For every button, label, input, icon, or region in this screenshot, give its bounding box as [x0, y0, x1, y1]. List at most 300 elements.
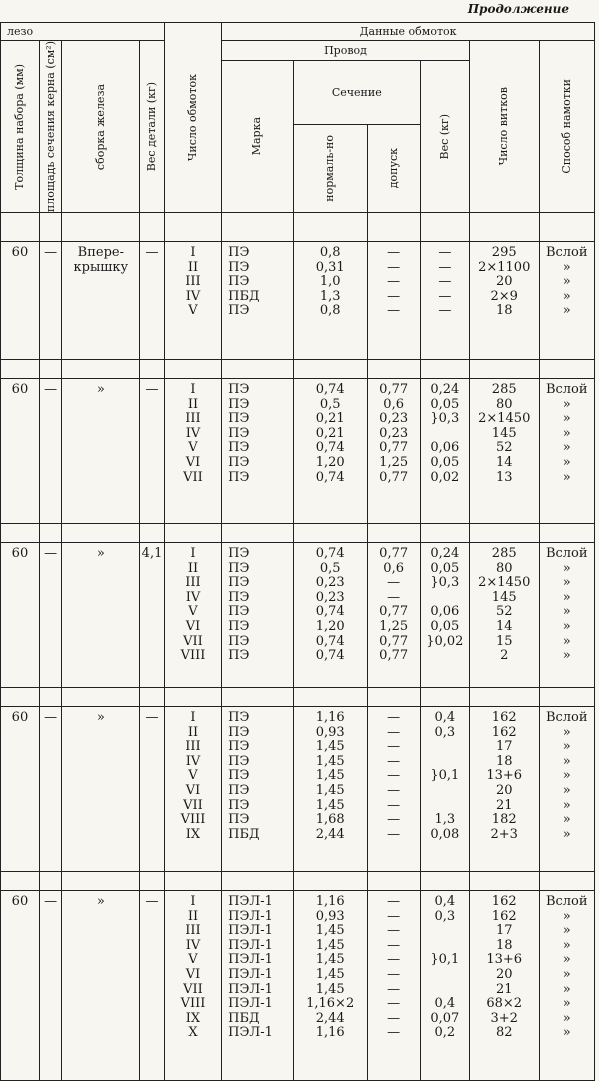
section-tolerance: — — [387, 826, 401, 842]
section-tolerance: — — [387, 274, 401, 290]
spacer-cell — [164, 688, 221, 707]
core-area-cell — [39, 891, 62, 1081]
spacer-cell — [222, 524, 294, 543]
section-nominal: 0,74 — [315, 648, 345, 664]
wire-brand: ПЭ — [228, 633, 250, 649]
turn-count-cell — [469, 242, 539, 360]
wire-weight-cell — [420, 379, 469, 524]
turn-count: 20 — [495, 967, 513, 983]
weight-part-cell-value: — — [145, 894, 159, 910]
wire-brand: ПЭ — [228, 469, 250, 485]
turn-count: 52 — [495, 440, 513, 456]
winding-method-cell — [539, 707, 594, 872]
winding-method: » — [562, 411, 571, 427]
tolerance-header: допуск — [367, 125, 420, 213]
section-nominal: 1,45 — [315, 923, 345, 939]
winding-method: » — [562, 826, 571, 842]
winding-number: VIII — [180, 812, 206, 828]
turn-count: 21 — [495, 981, 513, 997]
winding-method: » — [562, 783, 571, 799]
iron-header: лезо — [1, 23, 165, 41]
winding-method: » — [562, 560, 571, 576]
winding-method-cell — [539, 379, 594, 524]
spacer-cell — [222, 688, 294, 707]
winding-method: » — [562, 288, 571, 304]
wire-brand-cell — [222, 891, 294, 1081]
spacer-cell — [39, 688, 62, 707]
turn-count: 18 — [495, 937, 513, 953]
wire-weight-cell — [420, 891, 469, 1081]
winding-number-cell — [164, 707, 221, 872]
turn-count: 162 — [491, 908, 517, 924]
section-nominal-cell — [293, 379, 367, 524]
section-nominal-cell — [293, 707, 367, 872]
spacer-cell — [62, 524, 140, 543]
section-nominal-cell — [293, 543, 367, 688]
wire-brand: ПЭЛ-1 — [228, 996, 273, 1012]
section-tolerance-cell — [367, 242, 420, 360]
winding-number: IV — [185, 937, 201, 953]
thickness-cell — [1, 379, 40, 524]
winding-group-row — [1, 891, 595, 1081]
thickness-cell-value: 60 — [11, 894, 29, 910]
section-tolerance: 1,25 — [379, 619, 409, 635]
section-nominal: 0,8 — [319, 303, 341, 319]
wire-brand: ПБД — [228, 826, 260, 842]
brand-header: Марка — [222, 61, 294, 213]
section-tolerance: 0,77 — [379, 604, 409, 620]
section-tolerance: — — [387, 245, 401, 261]
assembly-cell — [62, 379, 140, 524]
turn-count: 82 — [495, 1025, 513, 1041]
wire-weight: 0,2 — [434, 1025, 456, 1041]
wire-weight — [421, 740, 469, 755]
spacer-cell — [420, 688, 469, 707]
assembly-cell-value: » — [96, 382, 105, 398]
weight-part-cell — [140, 379, 165, 524]
winding-method: » — [562, 768, 571, 784]
turn-count: 182 — [491, 812, 517, 828]
wire-weight: 0,24 — [430, 546, 460, 562]
wire-brand: ПЭЛ-1 — [228, 1025, 273, 1041]
thickness-header: Толщина набора (мм) — [1, 41, 40, 213]
section-nominal: 0,23 — [315, 575, 345, 591]
turn-count: 162 — [491, 894, 517, 910]
winding-number: IV — [185, 589, 201, 605]
turn-count: 13+6 — [486, 768, 523, 784]
section-tolerance: 0,23 — [379, 425, 409, 441]
section-tolerance: 0,77 — [379, 648, 409, 664]
wire-brand: ПЭ — [228, 440, 250, 456]
wire-weight: 0,05 — [430, 560, 460, 576]
section-nominal: 1,45 — [315, 753, 345, 769]
wire-brand-cell — [222, 707, 294, 872]
wire-brand: ПЭ — [228, 455, 250, 471]
assembly-cell-value: Впере-крышку — [73, 245, 129, 275]
turn-count: 21 — [495, 797, 513, 813]
wire-brand: ПЭ — [228, 259, 250, 275]
section-tolerance: 0,6 — [383, 560, 404, 576]
continuation-label: Продолжение — [467, 2, 569, 16]
wire-weight: 0,05 — [430, 455, 460, 471]
assembly-cell — [62, 543, 140, 688]
spacer-cell — [420, 360, 469, 379]
wire-weight: — — [438, 288, 452, 304]
winding-method: » — [562, 469, 571, 485]
turn-count: 2 — [500, 648, 509, 664]
winding-number-cell — [164, 891, 221, 1081]
turn-count: 3+2 — [490, 1010, 518, 1026]
section-nominal: 0,74 — [315, 633, 345, 649]
wire-weight: }0,02 — [426, 633, 464, 649]
wire-brand: ПЭ — [228, 768, 250, 784]
wire-weight: 0,02 — [430, 469, 460, 485]
section-nominal: 0,21 — [315, 425, 345, 441]
section-tolerance: — — [387, 981, 401, 997]
section-nominal: 0,5 — [319, 396, 341, 412]
turn-count: 2+3 — [490, 826, 518, 842]
turn-count: 2×1450 — [478, 575, 531, 591]
section-nominal-cell — [293, 891, 367, 1081]
winding-number: VI — [185, 455, 201, 471]
section-nominal: 0,31 — [315, 259, 345, 275]
section-tolerance: 0,77 — [379, 440, 409, 456]
section-tolerance-cell — [367, 891, 420, 1081]
section-tolerance: — — [387, 259, 401, 275]
core-area-cell — [39, 543, 62, 688]
spacer-cell — [539, 524, 594, 543]
assembly-cell-value: » — [96, 546, 105, 562]
section-tolerance: — — [387, 937, 401, 953]
winding-method: Вслой — [545, 546, 588, 562]
core-area-cell-value: — — [44, 245, 58, 261]
core-area-cell — [39, 379, 62, 524]
winding-number: II — [187, 560, 199, 576]
winding-method: » — [562, 952, 571, 968]
spacer-cell — [367, 360, 420, 379]
spacer-cell — [469, 213, 539, 242]
section-tolerance: — — [387, 724, 401, 740]
wire-brand-cell — [222, 379, 294, 524]
wire-weight: 0,07 — [430, 1010, 460, 1026]
spacer-cell — [293, 360, 367, 379]
winding-number: I — [190, 546, 196, 562]
winding-number: III — [185, 575, 201, 591]
spacer-cell — [420, 213, 469, 242]
wire-weight: 0,08 — [430, 826, 460, 842]
wire-weight-cell — [420, 543, 469, 688]
wire-brand: ПЭЛ-1 — [228, 937, 273, 953]
winding-number: I — [190, 710, 196, 726]
section-nominal: 1,45 — [315, 981, 345, 997]
wire-brand: ПЭ — [228, 812, 250, 828]
wire-brand: ПЭ — [228, 724, 250, 740]
section-nominal: 0,74 — [315, 469, 345, 485]
spacer-cell — [469, 524, 539, 543]
spacer-cell — [1, 213, 40, 242]
spacer-cell — [293, 213, 367, 242]
turn-count: 145 — [491, 589, 517, 605]
turn-count: 145 — [491, 425, 517, 441]
section-tolerance: — — [387, 303, 401, 319]
section-nominal: 1,20 — [315, 455, 345, 471]
winding-group-row — [1, 543, 595, 688]
section-tolerance: — — [387, 288, 401, 304]
section-nominal: 1,16 — [315, 710, 345, 726]
spacer-cell — [140, 213, 165, 242]
wire-brand: ПЭЛ-1 — [228, 967, 273, 983]
wire-weight: }0,1 — [430, 952, 460, 968]
turn-count: 20 — [495, 274, 513, 290]
wire-brand: ПЭ — [228, 648, 250, 664]
winding-table — [0, 22, 595, 1081]
nominal-header: нормаль-но — [293, 125, 367, 213]
turn-count: 17 — [495, 739, 513, 755]
section-tolerance: — — [387, 967, 401, 983]
winding-method: » — [562, 648, 571, 664]
thickness-cell-value: 60 — [11, 546, 29, 562]
wire-brand-cell — [222, 543, 294, 688]
spacer-cell — [469, 688, 539, 707]
spacer-cell — [293, 688, 367, 707]
winding-method: » — [562, 797, 571, 813]
winding-number: X — [188, 1025, 198, 1041]
winding-number: I — [190, 382, 196, 398]
turn-count: 14 — [495, 455, 513, 471]
spacer-cell — [367, 213, 420, 242]
wire-weight — [421, 939, 469, 954]
section-nominal: 0,93 — [315, 724, 345, 740]
turn-count: 14 — [495, 619, 513, 635]
section-tolerance: 0,6 — [383, 396, 404, 412]
section-tolerance: — — [387, 1025, 401, 1041]
wire-weight: }0,1 — [430, 768, 460, 784]
winding-method: » — [562, 440, 571, 456]
winding-method: » — [562, 455, 571, 471]
winding-method-cell — [539, 891, 594, 1081]
winding-number: VII — [183, 981, 203, 997]
section-tolerance: — — [387, 739, 401, 755]
wire-brand: ПЭ — [228, 575, 250, 591]
winding-method: » — [562, 633, 571, 649]
winding-number: IX — [185, 826, 201, 842]
wire-brand: ПЭ — [228, 753, 250, 769]
spacer-cell — [140, 524, 165, 543]
wire-brand-cell — [222, 242, 294, 360]
wire-weight: 1,3 — [434, 812, 456, 828]
section-nominal: 1,16 — [315, 894, 345, 910]
winding-number-cell — [164, 379, 221, 524]
section-tolerance: — — [387, 952, 401, 968]
wire-weight: 0,06 — [430, 440, 460, 456]
core-area-cell-value: — — [44, 710, 58, 726]
thickness-cell — [1, 707, 40, 872]
winding-method: » — [562, 753, 571, 769]
wire-weight: 0,24 — [430, 382, 460, 398]
section-nominal: 0,74 — [315, 382, 345, 398]
weight-part-cell — [140, 707, 165, 872]
section-tolerance: — — [387, 894, 401, 910]
turn-count-cell — [469, 543, 539, 688]
wire-brand: ПЭ — [228, 396, 250, 412]
spacer-cell — [62, 360, 140, 379]
thickness-cell — [1, 891, 40, 1081]
section-nominal: 0,74 — [315, 440, 345, 456]
wire-brand: ПЭЛ-1 — [228, 981, 273, 997]
section-tolerance: 0,77 — [379, 633, 409, 649]
spacer-cell — [164, 360, 221, 379]
wire-weight: 0,06 — [430, 604, 460, 620]
wire-weight — [421, 591, 469, 606]
winding-number: VIII — [180, 996, 206, 1012]
wire-weight: 0,3 — [434, 908, 456, 924]
wire-brand: ПЭ — [228, 589, 250, 605]
wire-weight: 0,4 — [434, 710, 456, 726]
winding-number: VI — [185, 619, 201, 635]
thickness-cell — [1, 543, 40, 688]
wire-weight: — — [438, 245, 452, 261]
wire-brand: ПЭ — [228, 604, 250, 620]
section-tolerance: — — [387, 783, 401, 799]
section-nominal: 0,5 — [319, 560, 341, 576]
winding-method: Вслой — [545, 382, 588, 398]
spacer-cell — [62, 688, 140, 707]
core-area-cell — [39, 242, 62, 360]
turn-count-cell — [469, 891, 539, 1081]
winding-method-cell — [539, 543, 594, 688]
section-nominal: 0,74 — [315, 546, 345, 562]
section-nominal: 1,68 — [315, 812, 345, 828]
assembly-cell-value: » — [96, 894, 105, 910]
core-area-cell-value: — — [44, 894, 58, 910]
winding-method: » — [562, 259, 571, 275]
winding-number: IV — [185, 425, 201, 441]
winding-group-row — [1, 707, 595, 872]
weight-part-cell-value: 4,1 — [141, 546, 163, 562]
assembly-cell — [62, 891, 140, 1081]
wire-brand: ПБД — [228, 1010, 260, 1026]
winding-method: » — [562, 425, 571, 441]
wire-weight: — — [438, 259, 452, 275]
winding-group-row — [1, 379, 595, 524]
wire-brand: ПБД — [228, 288, 260, 304]
section-tolerance: — — [387, 575, 401, 591]
wire-weight — [421, 799, 469, 814]
turn-count: 13+6 — [486, 952, 523, 968]
wire-weight — [421, 784, 469, 799]
turn-count: 80 — [495, 396, 513, 412]
wire-weight — [421, 968, 469, 983]
section-nominal: 0,8 — [319, 245, 341, 261]
spacer-cell — [539, 872, 594, 891]
turns-header: Число витков — [469, 41, 539, 213]
winding-number: VII — [183, 633, 203, 649]
wire-brand: ПЭЛ-1 — [228, 952, 273, 968]
core-area-header: площадь сечения керна (см²) — [39, 41, 62, 213]
wire-brand: ПЭ — [228, 783, 250, 799]
wire-brand: ПЭ — [228, 245, 250, 261]
wire-weight — [421, 649, 469, 664]
spacer-cell — [62, 872, 140, 891]
wire-brand: ПЭ — [228, 739, 250, 755]
winding-method: » — [562, 589, 571, 605]
turn-count: 17 — [495, 923, 513, 939]
wire-weight: 0,4 — [434, 894, 456, 910]
weight-part-cell — [140, 242, 165, 360]
spacer-cell — [293, 524, 367, 543]
winding-method: » — [562, 739, 571, 755]
section-tolerance-cell — [367, 707, 420, 872]
spacer-cell — [140, 688, 165, 707]
winding-number: V — [188, 768, 198, 784]
turn-count: 285 — [491, 546, 517, 562]
core-area-cell-value: — — [44, 546, 58, 562]
winding-number: IX — [185, 1010, 201, 1026]
spacer-cell — [367, 688, 420, 707]
winding-method: » — [562, 967, 571, 983]
thickness-cell-value: 60 — [11, 245, 29, 261]
winding-number: V — [188, 440, 198, 456]
section-tolerance-cell — [367, 543, 420, 688]
turn-count-cell — [469, 707, 539, 872]
section-tolerance: — — [387, 589, 401, 605]
section-nominal: 0,74 — [315, 604, 345, 620]
assembly-header: сборка железа — [62, 41, 140, 213]
winding-number: II — [187, 908, 199, 924]
winding-number: II — [187, 396, 199, 412]
assembly-cell — [62, 707, 140, 872]
winding-method: » — [562, 303, 571, 319]
section-tolerance-cell — [367, 379, 420, 524]
winding-number: VI — [185, 967, 201, 983]
winding-method: » — [562, 908, 571, 924]
wire-weight — [421, 427, 469, 442]
winding-method: » — [562, 604, 571, 620]
winding-number: I — [190, 245, 196, 261]
winding-method: » — [562, 981, 571, 997]
wire-brand: ПЭ — [228, 710, 250, 726]
winding-data-header: Данные обмоток — [222, 23, 595, 41]
spacer-cell — [293, 872, 367, 891]
section-nominal: 0,93 — [315, 908, 345, 924]
spacer-cell — [164, 213, 221, 242]
winding-number: III — [185, 739, 201, 755]
section-nominal: 1,45 — [315, 797, 345, 813]
spacer-cell — [39, 213, 62, 242]
spacer-cell — [1, 524, 40, 543]
spacer-cell — [222, 213, 294, 242]
num-windings-header: Число обмоток — [164, 23, 221, 213]
winding-number: VII — [183, 469, 203, 485]
wire-weight-cell — [420, 242, 469, 360]
section-tolerance: — — [387, 996, 401, 1012]
assembly-cell — [62, 242, 140, 360]
core-area-cell-value: — — [44, 382, 58, 398]
weight-part-cell-value: — — [145, 382, 159, 398]
spacer-cell — [420, 524, 469, 543]
winding-method: » — [562, 812, 571, 828]
section-nominal: 1,45 — [315, 739, 345, 755]
section-nominal: 1,45 — [315, 783, 345, 799]
section-tolerance: — — [387, 908, 401, 924]
winding-number: III — [185, 411, 201, 427]
thickness-cell — [1, 242, 40, 360]
spacer-cell — [367, 524, 420, 543]
spacer-cell — [469, 360, 539, 379]
winding-number: III — [185, 274, 201, 290]
section-nominal: 1,16×2 — [306, 996, 355, 1012]
turn-count: 15 — [495, 633, 513, 649]
